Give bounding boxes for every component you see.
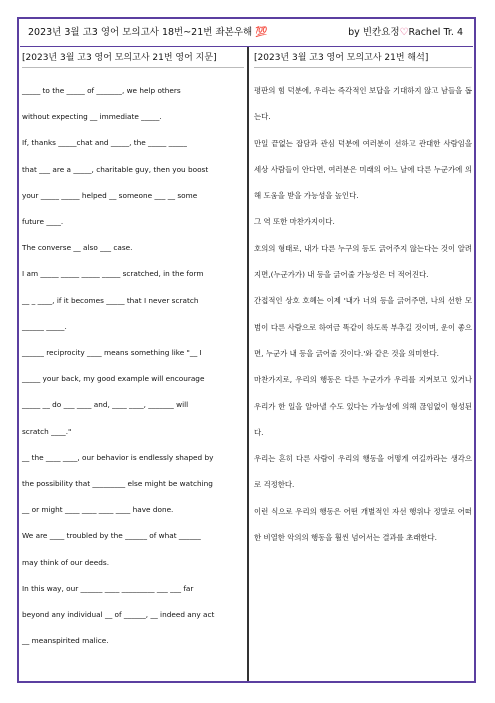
passage-line: that ___ are a _____, charitable guy, then you boost xyxy=(22,164,209,174)
passage-line: may think of our deeds. xyxy=(22,557,110,567)
header-title xyxy=(28,23,268,43)
heart-emoji-icon: 💯 xyxy=(255,27,268,38)
passage-line: __ or might ____ ____ ____ ____ have done. xyxy=(22,505,174,515)
translation-paragraph: 마찬가지로, 우리의 행동은 다른 누군가가 우리를 지켜보고 있거나 우리가 한 일을 알아낼 수도 있다는 가능성에 의해 끊임없이 형성된다. xyxy=(254,375,472,437)
passage-line: _____ your back, my good example will encourage xyxy=(22,374,205,384)
english-passage-title: [2023년 3월 고3 영어 모의고사 21번 영어 지문] xyxy=(22,50,244,68)
author-prefix: by 빈칸요정 xyxy=(348,27,400,38)
passage-line: _____ __ do ___ ____ and, ____ ____, _______ will xyxy=(22,400,189,410)
passage-line: I am _____ _____ _____ _____ scratched, in the form xyxy=(22,269,204,279)
passage-line: If, thanks _____chat and _____, the _____ _____ xyxy=(22,138,187,148)
column-divider xyxy=(247,47,249,681)
passage-line: the possibility that _________ else might be watching xyxy=(22,479,213,489)
translation-paragraph: 평판의 힘 덕분에, 우리는 즉각적인 보답을 기대하지 않고 남들을 돕는다. xyxy=(254,86,472,122)
author-name: Rachel Tr. 4 xyxy=(408,27,463,38)
translation-paragraph: 이런 식으로 우리의 행동은 어떤 개별적인 자선 행위나 정말로 어떠한 비열한 악의의 행동을 훨씬 넘어서는 결과를 초래한다. xyxy=(254,506,472,543)
passage-line: In this way, our ______ ____ _________ ___ ___ far xyxy=(22,583,194,593)
page-header xyxy=(20,23,475,43)
header-title-text: 2023년 3월 고3 영어 모의고사 18번~21번 좌본우해 xyxy=(28,27,253,38)
passage-line: __ _ ____, if it becomes _____ that I never scratch xyxy=(22,295,199,305)
translation-paragraph: 간접적인 상호 호혜는 이제 '내가 너의 등을 긁어주면, 나의 선한 모범이 다른 사람으로 하여금 똑같이 하도록 부추길 것이며, 운이 좋으면, 누군가 내 등을 긁어줄 것이다.'와 같은 것을 의미한다. xyxy=(254,296,472,358)
korean-translation-body xyxy=(254,78,472,551)
translation-paragraph: 그 역 또한 마찬가지이다. xyxy=(254,217,335,227)
passage-line: ______ reciprocity ____ means something like "__ I xyxy=(22,348,202,358)
translation-paragraph: 호의의 형태로, 내가 다른 누구의 등도 긁어주지 않는다는 것이 알려지면,(누군가가) 내 등을 긁어줄 가능성은 더 적어진다. xyxy=(254,243,472,280)
passage-line: scratch ____." xyxy=(22,426,72,436)
passage-line: your _____ _____ helped __ someone ___ __ some xyxy=(22,190,198,200)
translation-paragraph: 만일 끝없는 잡담과 관심 덕분에 여러분이 선하고 관대한 사람임을 세상 사람들이 안다면, 여러분은 미래의 어느 날에 다른 누군가에 의해 도움을 받을 가능성을 높인다. xyxy=(254,138,472,201)
passage-line: We are ____ troubled by the ______ of what ______ xyxy=(22,531,201,541)
translation-paragraph: 우리는 흔히 다른 사람이 우리의 행동을 어떻게 여길까라는 생각으로 걱정한다. xyxy=(254,454,472,490)
passage-line: The converse __ also ___ case. xyxy=(22,243,133,253)
passage-line: without expecting __ immediate _____. xyxy=(22,112,162,122)
heart-outline-icon: ♡ xyxy=(399,27,409,38)
header-author xyxy=(348,23,463,43)
passage-line: __ the ____ ____, our behavior is endlessly shaped by xyxy=(22,452,214,462)
passage-line: __ meanspirited malice. xyxy=(22,636,109,646)
passage-line: _____ to the _____ of _______, we help others xyxy=(22,86,181,95)
passage-line: beyond any individual __ of ______, __ indeed any act xyxy=(22,610,215,620)
english-passage-column xyxy=(22,50,244,654)
english-passage-body xyxy=(22,78,244,654)
passage-line: future ____. xyxy=(22,217,64,227)
passage-line: ______ _____. xyxy=(22,321,67,331)
korean-translation-column xyxy=(254,50,472,551)
korean-translation-title: [2023년 3월 고3 영어 모의고사 21번 해석] xyxy=(254,50,472,68)
